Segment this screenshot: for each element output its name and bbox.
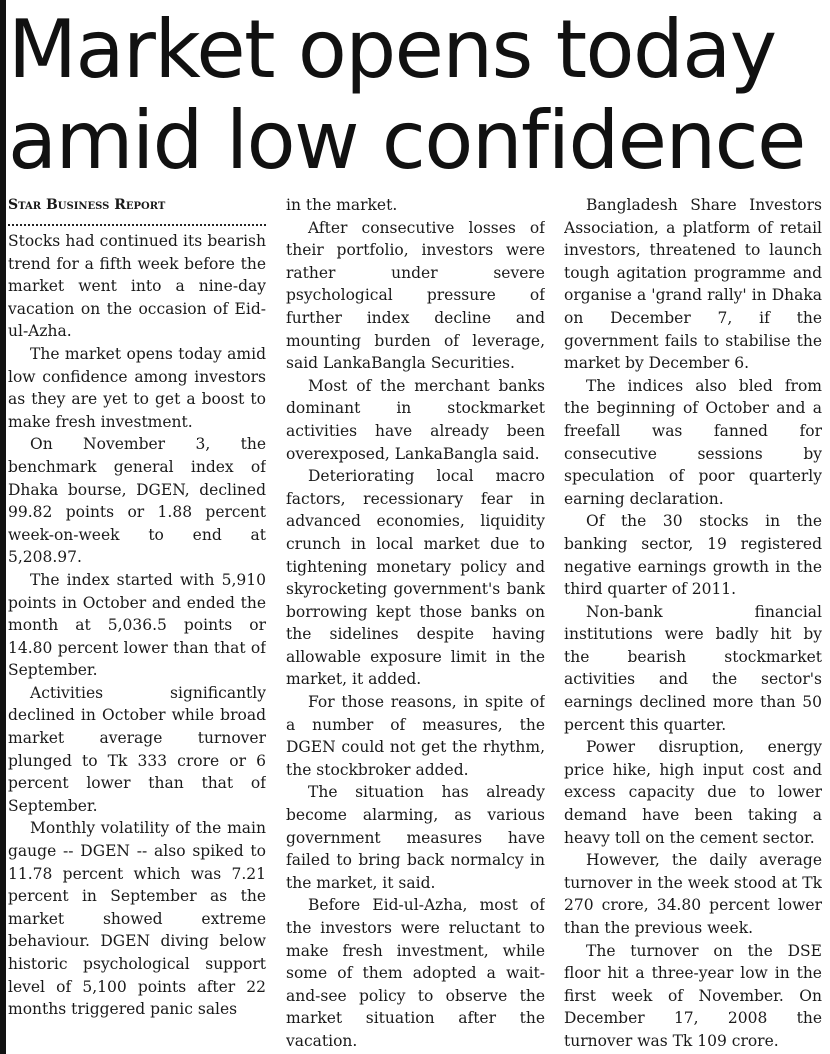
paragraph: However, the daily average turnover in the week stood at Tk 270 crore, 34.80 percent lower than the previous week. xyxy=(564,851,822,937)
paragraph: Before Eid-ul-Azha, most of the investors were reluctant to make fresh investment, while some of them adopted a wait-and-see policy to observe the market situation after the vacation. xyxy=(286,896,545,1050)
paragraph: The market opens today amid low confidence among investors as they are yet to get a boost to make fresh investment. xyxy=(8,344,266,431)
paragraph: For those reasons, in spite of a number of measures, the DGEN could not get the rhythm, the stockbroker added. xyxy=(286,693,545,779)
paragraph: The situation has already become alarming, as various government measures have failed to bring back normalcy in the market, it said. xyxy=(286,783,545,892)
headline xyxy=(8,4,828,186)
paragraph: Monthly volatility of the main gauge -- DGEN -- also spiked to 11.78 percent which was 7.21 percent in September as the market showed extreme behaviour. DGEN diving below historic psychological support level of 5,100 points after 22 months triggered panic sales xyxy=(8,819,266,1019)
paragraph: On November 3, the benchmark general index of Dhaka bourse, DGEN, declined 99.82 points or 1.88 percent week-on-week to end at 5,208.97. xyxy=(8,435,266,567)
byline-dotted-rule xyxy=(8,220,266,226)
paragraph: Stocks had continued its bearish trend for a fifth week before the market went into a nine-day vacation on the occasion of Eid-ul-Azha. xyxy=(8,232,266,341)
paragraph: Bangladesh Share Investors Association, a platform of retail investors, threatened to launch tough agitation programme and organise a 'grand rally' in Dhaka on December 7, if the government fails to stabilise the market by December 6. xyxy=(564,196,822,373)
paragraph: The index started with 5,910 points in October and ended the month at 5,036.5 points or 14.80 percent lower than that of September. xyxy=(8,570,266,680)
paragraph: Most of the merchant banks dominant in stockmarket activities have already been overexposed, LankaBangla said. xyxy=(286,376,545,463)
paragraph: Of the 30 stocks in the banking sector, 19 registered negative earnings growth in the third quarter of 2011. xyxy=(564,512,822,599)
paragraph: Deteriorating local macro factors, recessionary fear in advanced economies, liquidity crunch in local market due to tightening monetary policy and skyrocketing government's bank borrowing kept those banks on the sidelines despite having allowable exposure limit in the market, it added. xyxy=(286,467,545,689)
paragraph: After consecutive losses of their portfolio, investors were rather under severe psychological pressure of further index decline and mounting burden of leverage, said LankaBangla Securities. xyxy=(286,218,545,373)
paragraph: Non-bank financial institutions were badly hit by the bearish stockmarket activities and the sector's earnings declined more than 50 percent this quarter. xyxy=(564,602,822,734)
paragraph: Activities significantly declined in October while broad market average turnover plunged to Tk 333 crore or 6 percent lower than that of September. xyxy=(8,683,266,815)
article-column-3 xyxy=(564,194,822,1054)
paragraph: The indices also bled from the beginning of October and a freefall was fanned for consecutive sessions by speculation of poor quarterly earning declaration. xyxy=(564,376,822,508)
paragraph: Power disruption, energy price hike, high input cost and excess capacity due to lower demand have been taking a heavy toll on the cement sector. xyxy=(564,738,822,847)
headline-line-2: amid low confidence xyxy=(8,94,805,187)
headline-line-1: Market opens today xyxy=(8,3,776,96)
paragraph: The turnover on the DSE floor hit a three-year low in the first week of November. On December 17, 2008 the turnover was Tk 109 crore. xyxy=(564,941,822,1050)
paragraph: in the market. xyxy=(286,196,398,214)
article-column-1 xyxy=(8,194,266,1054)
article-column-2 xyxy=(286,194,545,1054)
byline: Star Business Report xyxy=(8,197,166,213)
page-edge xyxy=(0,0,6,1054)
